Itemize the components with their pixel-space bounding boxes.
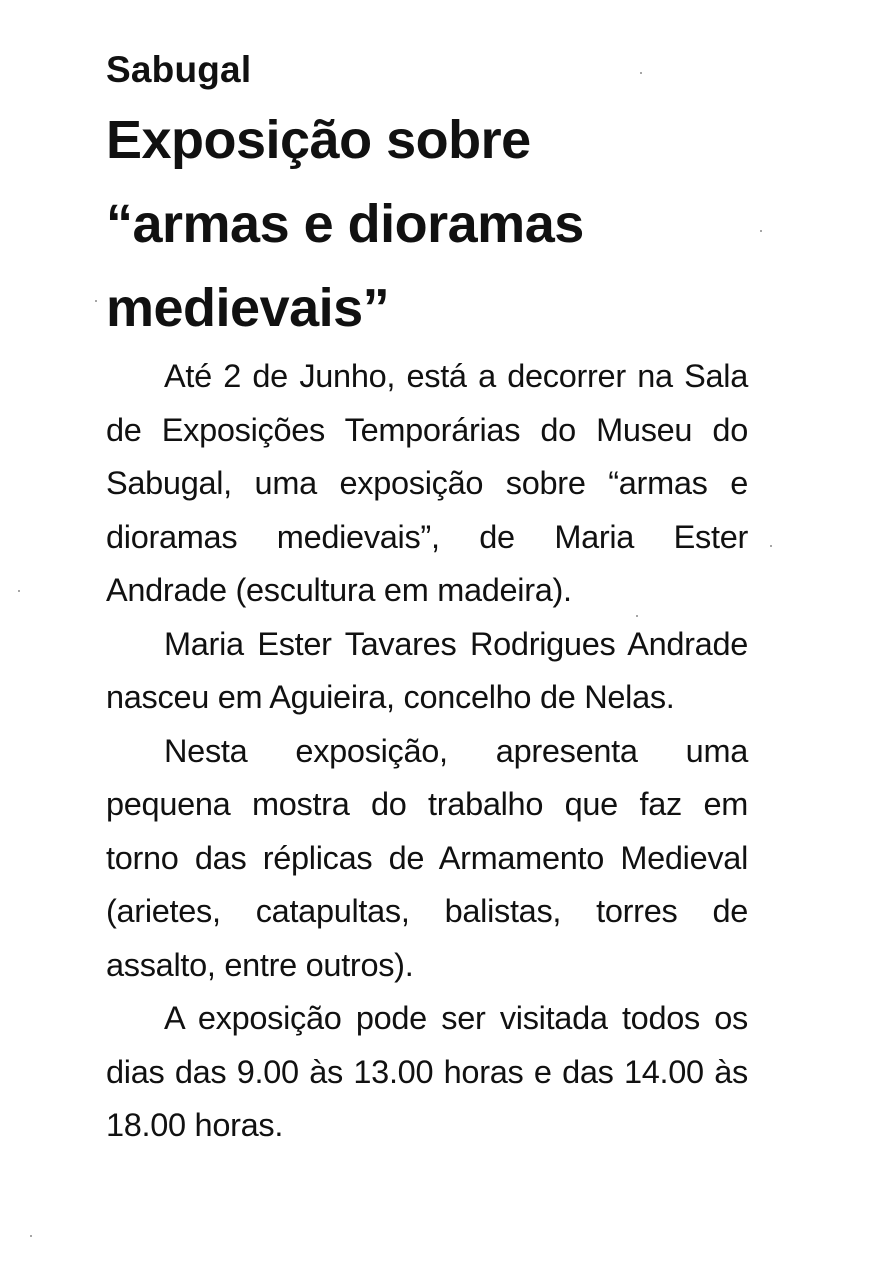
scan-speck	[636, 615, 638, 617]
headline-line: medievais”	[106, 278, 390, 338]
scan-speck	[30, 1235, 32, 1237]
scan-speck	[770, 545, 772, 547]
body-paragraph: A exposição pode ser visitada todos os dias das 9.00 às 13.00 horas e das 14.00 às 18.00 horas.	[106, 1000, 748, 1143]
section-label: Sabugal	[106, 49, 252, 90]
headline-line: “armas e dioramas	[106, 194, 584, 254]
article-body	[106, 350, 748, 1153]
body-paragraph: Nesta exposição, apresenta uma pequena mostra do trabalho que faz em torno das réplicas de Armamento Medieval (arietes, catapultas, balistas, torres de assalto, entre outros).	[106, 732, 748, 983]
scan-speck	[760, 230, 762, 232]
article-headline	[106, 98, 748, 350]
scan-speck	[95, 300, 97, 302]
body-paragraph: Maria Ester Tavares Rodrigues Andrade nasceu em Aguieira, concelho de Nelas.	[106, 625, 748, 715]
body-paragraph: Até 2 de Junho, está a decorrer na Sala de Exposições Temporárias do Museu do Sabugal, uma exposição sobre “armas e dioramas medievais”, de Maria Ester Andrade (escultura em madeira).	[106, 358, 748, 608]
headline-line: Exposição sobre	[106, 110, 531, 170]
scan-speck	[640, 72, 642, 74]
scan-speck	[18, 590, 20, 592]
news-clipping	[106, 44, 748, 1153]
